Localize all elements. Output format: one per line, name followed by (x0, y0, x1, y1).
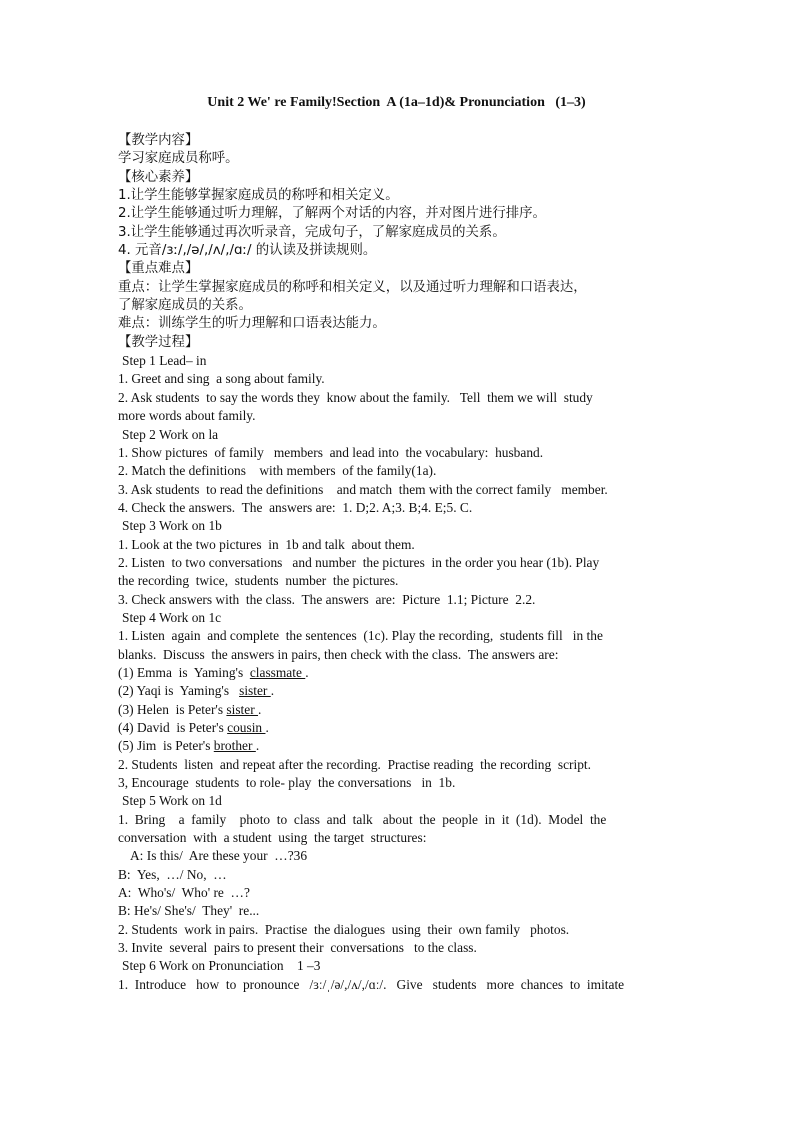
answer-sentence (118, 737, 678, 755)
paragraph: 了解家庭成员的关系。 (118, 298, 252, 314)
step-heading: Step 2 Work on la (122, 426, 219, 442)
dialogue-line: B: He's/ She's/ They' re... (118, 903, 260, 919)
list-item: 4. 元音/ɜː/,/ə/,/ʌ/,/ɑː/ 的认读及拼读规则。 (118, 243, 377, 259)
list-item: 1. Introduce how to pronounce /ɜː/ˌ/ə/,/ʌ/,/ɑː/. Give students more chances to imitate (118, 976, 625, 992)
answer-blank: sister (226, 701, 259, 717)
list-item: 2. Match the definitions with members of the family(1a). (118, 463, 437, 479)
list-item: 3, Encourage students to role- play the conversations in 1b. (118, 775, 456, 791)
answer-blank: classmate (249, 664, 306, 680)
step-heading: Step 5 Work on 1d (122, 793, 222, 809)
step-heading: Step 6 Work on Pronunciation 1 –3 (122, 958, 321, 974)
list-item: 1. Bring a family photo to class and talk about the people in it (1d). Model the (118, 811, 607, 827)
step-heading: Step 1 Lead– in (122, 353, 207, 369)
section-heading-key-points: 【重点难点】 (118, 261, 199, 277)
list-item-continued: more words about family. (118, 408, 256, 424)
list-item: 3. Check answers with the class. The answers are: Picture 1.1; Picture 2.2. (118, 591, 536, 607)
list-item: 1. Look at the two pictures in 1b and talk about them. (118, 536, 415, 552)
answer-sentence (118, 701, 678, 719)
list-item: 2. Students work in pairs. Practise the dialogues using their own family photos. (118, 921, 570, 937)
paragraph: 重点：让学生掌握家庭成员的称呼和相关定义，以及通过听力理解和口语表达， (118, 279, 587, 295)
answer-blank: sister (239, 683, 271, 699)
list-item: 1. Show pictures of family members and lead into the vocabulary: husband. (118, 444, 544, 460)
list-item: 2.让学生能够通过听力理解，了解两个对话的内容，并对图片进行排序。 (118, 206, 546, 222)
sentence-end: . (258, 701, 262, 717)
answer-blank: cousin (227, 720, 266, 735)
answer-sentence (118, 719, 678, 737)
answer-sentence (118, 682, 678, 700)
list-item: 2. Students listen and repeat after the recording. Practise reading the recording script. (118, 756, 591, 772)
list-item: 2. Listen to two conversations and number the pictures in the order you hear (1b). Play (118, 554, 600, 570)
list-item: 2. Ask students to say the words they know about the family. Tell them we will study (118, 389, 593, 405)
sentence-text: (1) Emma is Yaming's (118, 664, 250, 680)
sentence-end: . (265, 720, 269, 735)
list-item: 3. Ask students to read the definitions and match them with the correct family member. (118, 481, 608, 497)
section-heading-teaching-content: 【教学内容】 (118, 133, 199, 148)
step-heading: Step 3 Work on 1b (122, 518, 222, 534)
sentence-end: . (305, 664, 309, 680)
section-heading-core-literacy: 【核心素养】 (118, 169, 199, 185)
list-item: 1. Listen again and complete the sentences (1c). Play the recording, students fill in the (118, 628, 603, 644)
sentence-text: (4) David is Peter's (118, 720, 228, 735)
dialogue-line: B: Yes, …/ No, … (118, 866, 227, 882)
list-item: 3. Invite several pairs to present their conversations to the class. (118, 940, 477, 956)
list-item: 4. Check the answers. The answers are: 1. D;2. A;3. B;4. E;5. C. (118, 499, 473, 515)
list-item-continued: conversation with a student using the target structures: (118, 830, 427, 846)
paragraph: 难点：训练学生的听力理解和口语表达能力。 (118, 316, 386, 332)
document-title: Unit 2 We' re Family!Section A (1a–1d)& Pronunciation (1–3) (207, 95, 586, 110)
dialogue-line: A: Is this/ Are these your …?36 (130, 848, 308, 864)
answer-blank: brother (213, 738, 256, 754)
list-item-continued: the recording twice, students number the pictures. (118, 573, 399, 589)
sentence-text: (2) Yaqi is Yaming's (118, 683, 240, 699)
list-item: 1.让学生能够掌握家庭成员的称呼和相关定义。 (118, 188, 399, 204)
document-body (118, 132, 678, 994)
section-heading-teaching-process: 【教学过程】 (118, 334, 199, 350)
answer-sentence (118, 664, 678, 682)
sentence-text: (5) Jim is Peter's (118, 738, 214, 754)
step-heading: Step 4 Work on 1c (122, 609, 222, 625)
list-item: 1. Greet and sing a song about family. (118, 371, 325, 387)
sentence-end: . (255, 738, 260, 754)
sentence-text: (3) Helen is Peter's (118, 701, 227, 717)
list-item: 3.让学生能够通过再次听录音，完成句子，了解家庭成员的关系。 (118, 224, 506, 240)
list-item-continued: blanks. Discuss the answers in pairs, then check with the class. The answers are: (118, 646, 559, 662)
dialogue-line: A: Who's/ Who' re …? (118, 885, 250, 901)
paragraph: 学习家庭成员称呼。 (118, 151, 239, 167)
sentence-end: . (270, 683, 275, 699)
